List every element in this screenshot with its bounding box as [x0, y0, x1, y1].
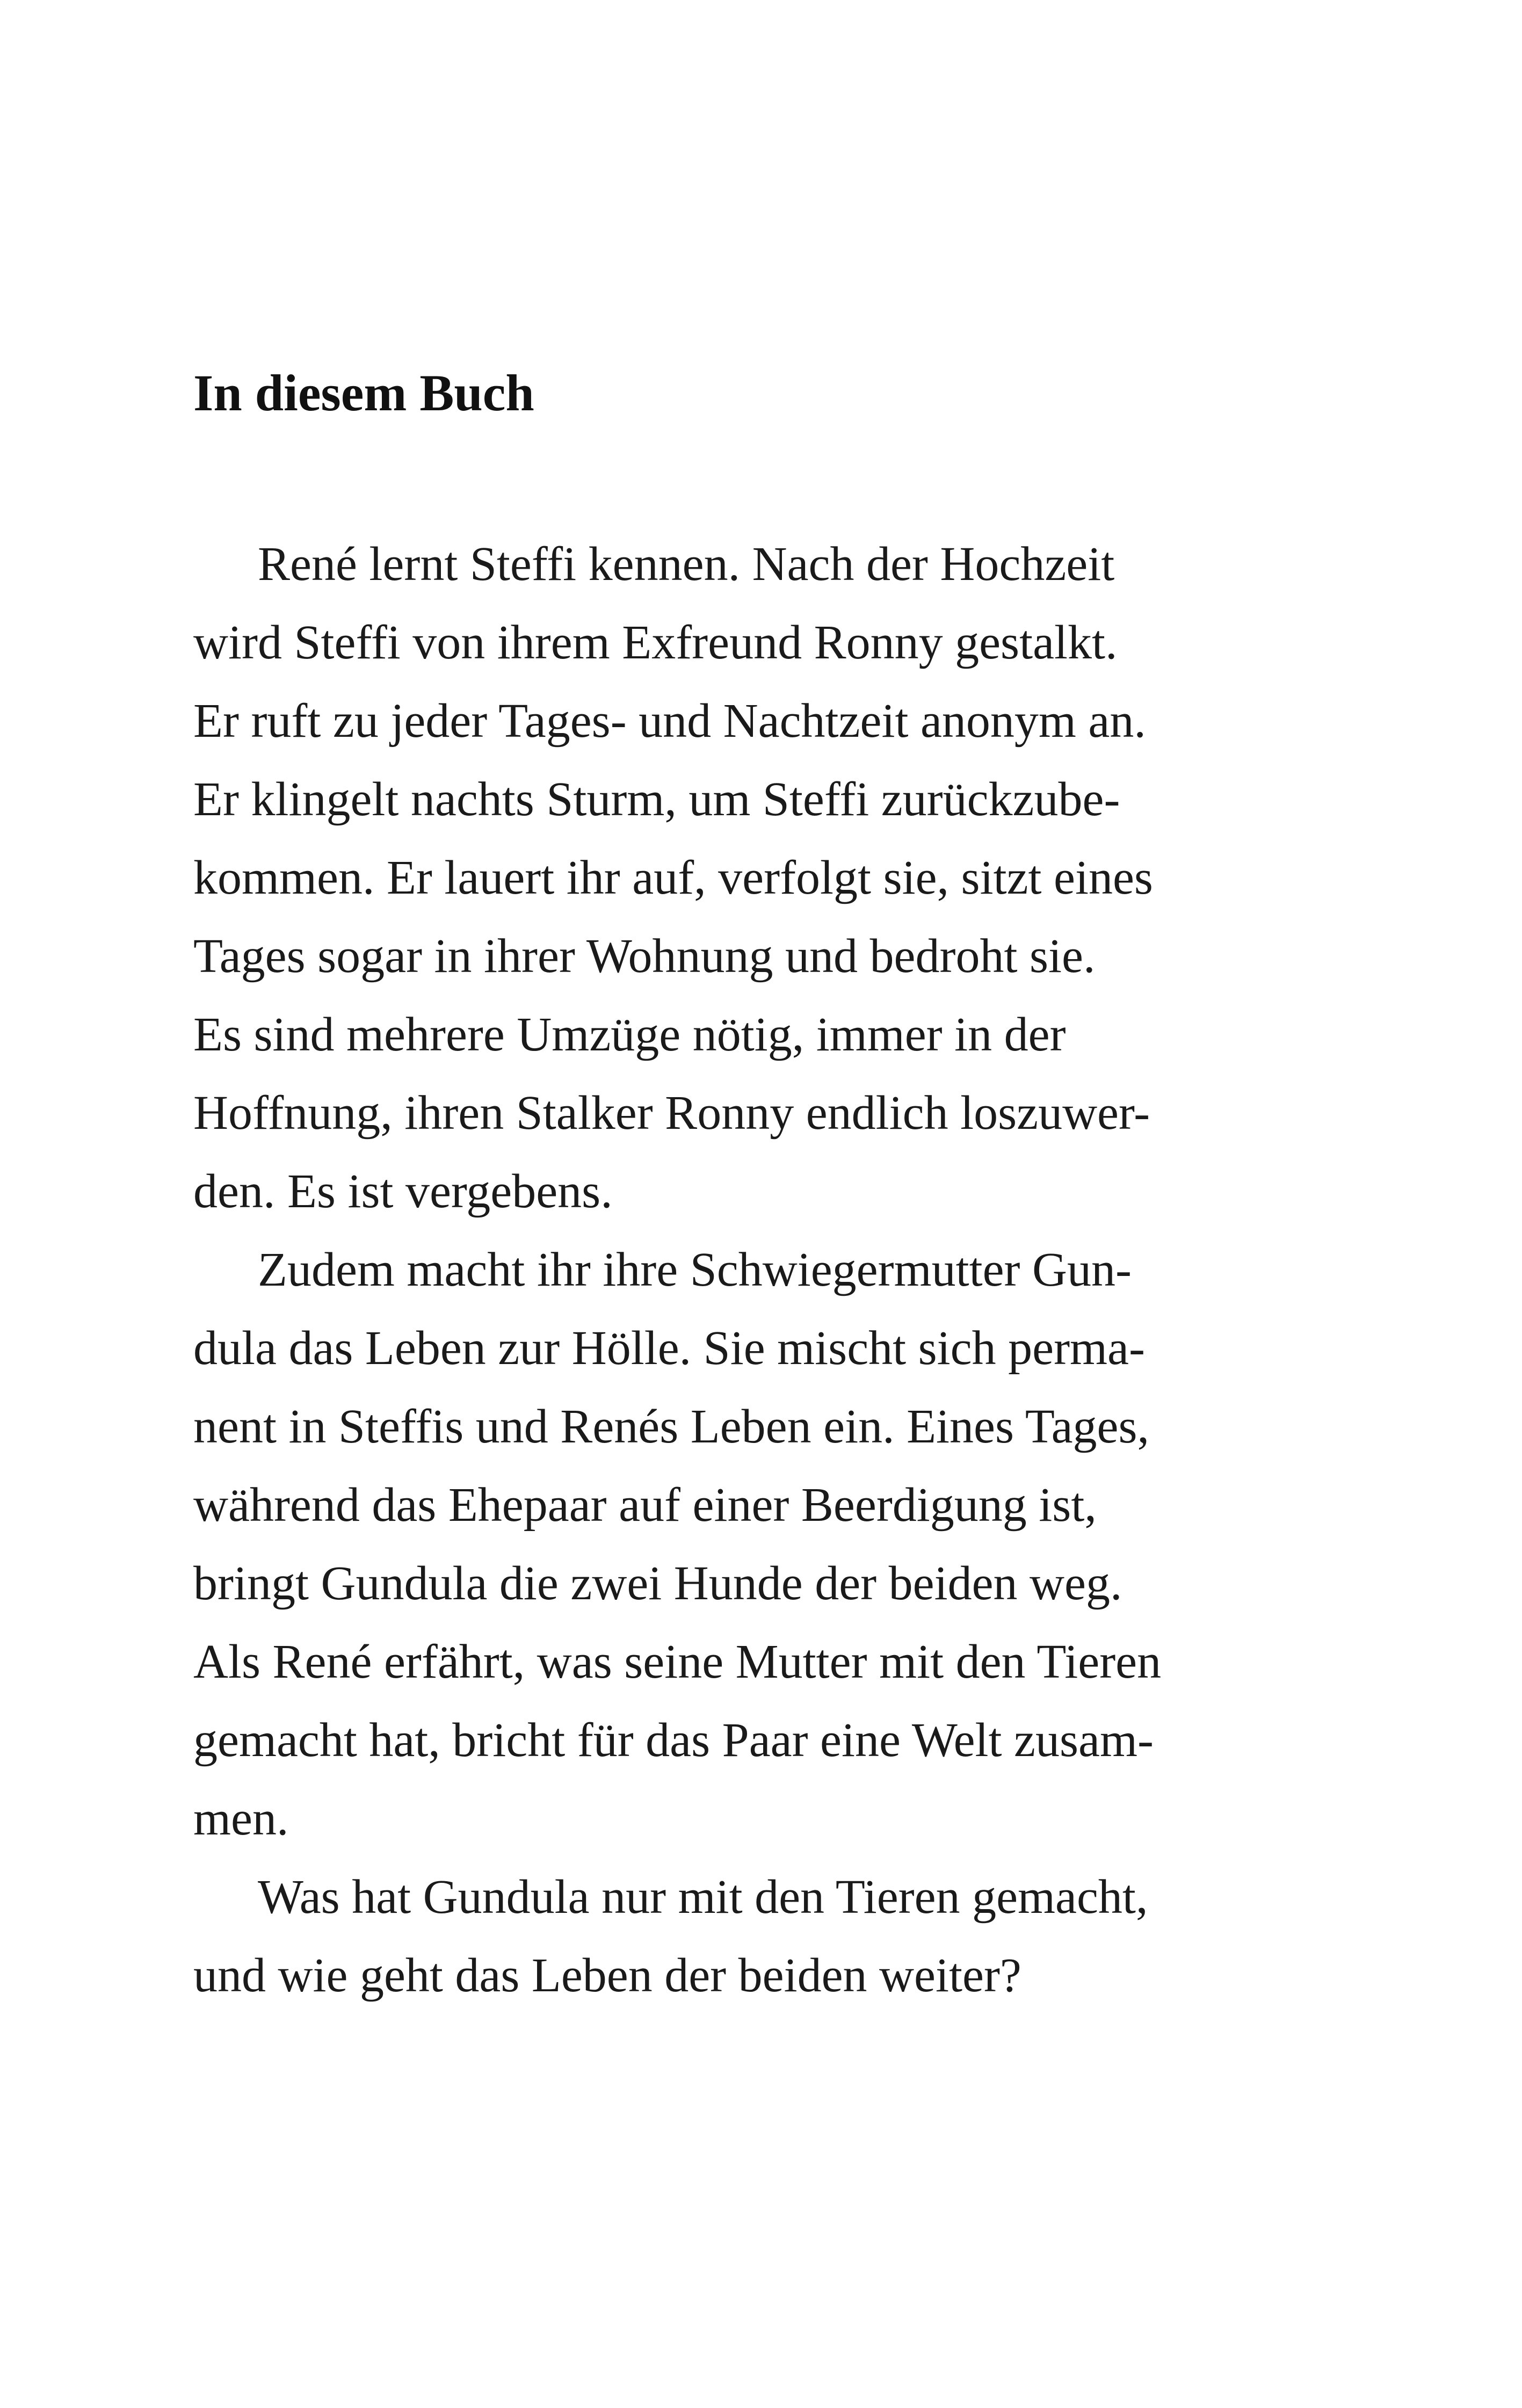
text-line: kommen. Er lauert ihr auf, verfolgt sie, sitzt eines [193, 851, 1153, 904]
text-line: Was hat Gundula nur mit den Tieren gemacht, [258, 1870, 1148, 1924]
text-line: den. Es ist vergebens. [193, 1165, 613, 1218]
page-heading: In diesem Buch [193, 364, 534, 422]
text-line: Als René erfährt, was seine Mutter mit den Tieren [193, 1635, 1162, 1688]
text-line: bringt Gundula die zwei Hunde der beiden weg. [193, 1557, 1122, 1610]
text-line: nent in Steffis und Renés Leben ein. Eines Tages, [193, 1400, 1150, 1453]
text-line: wird Steffi von ihrem Exfreund Ronny gestalkt. [193, 616, 1118, 669]
text-line: Hoffnung, ihren Stalker Ronny endlich loszuwer- [193, 1086, 1150, 1140]
text-line: Es sind mehrere Umzüge nötig, immer in der [193, 1008, 1066, 1061]
text-line: während das Ehepaar auf einer Beerdigung ist, [193, 1478, 1097, 1532]
text-line: Tages sogar in ihrer Wohnung und bedroht sie. [193, 930, 1096, 983]
text-line: Er klingelt nachts Sturm, um Steffi zurückzube- [193, 773, 1120, 826]
text-line: dula das Leben zur Hölle. Sie mischt sich perma- [193, 1322, 1145, 1375]
blurb-text [193, 525, 1267, 2015]
text-line: René lernt Steffi kennen. Nach der Hochzeit [258, 538, 1115, 591]
text-line: gemacht hat, bricht für das Paar eine Welt zusam- [193, 1714, 1154, 1767]
text-line: und wie geht das Leben der beiden weiter? [193, 1949, 1021, 2002]
text-line: men. [193, 1792, 289, 1845]
text-line: Zudem macht ihr ihre Schwiegermutter Gun- [258, 1243, 1132, 1296]
text-line: Er ruft zu jeder Tages- und Nachtzeit anonym an. [193, 694, 1146, 748]
